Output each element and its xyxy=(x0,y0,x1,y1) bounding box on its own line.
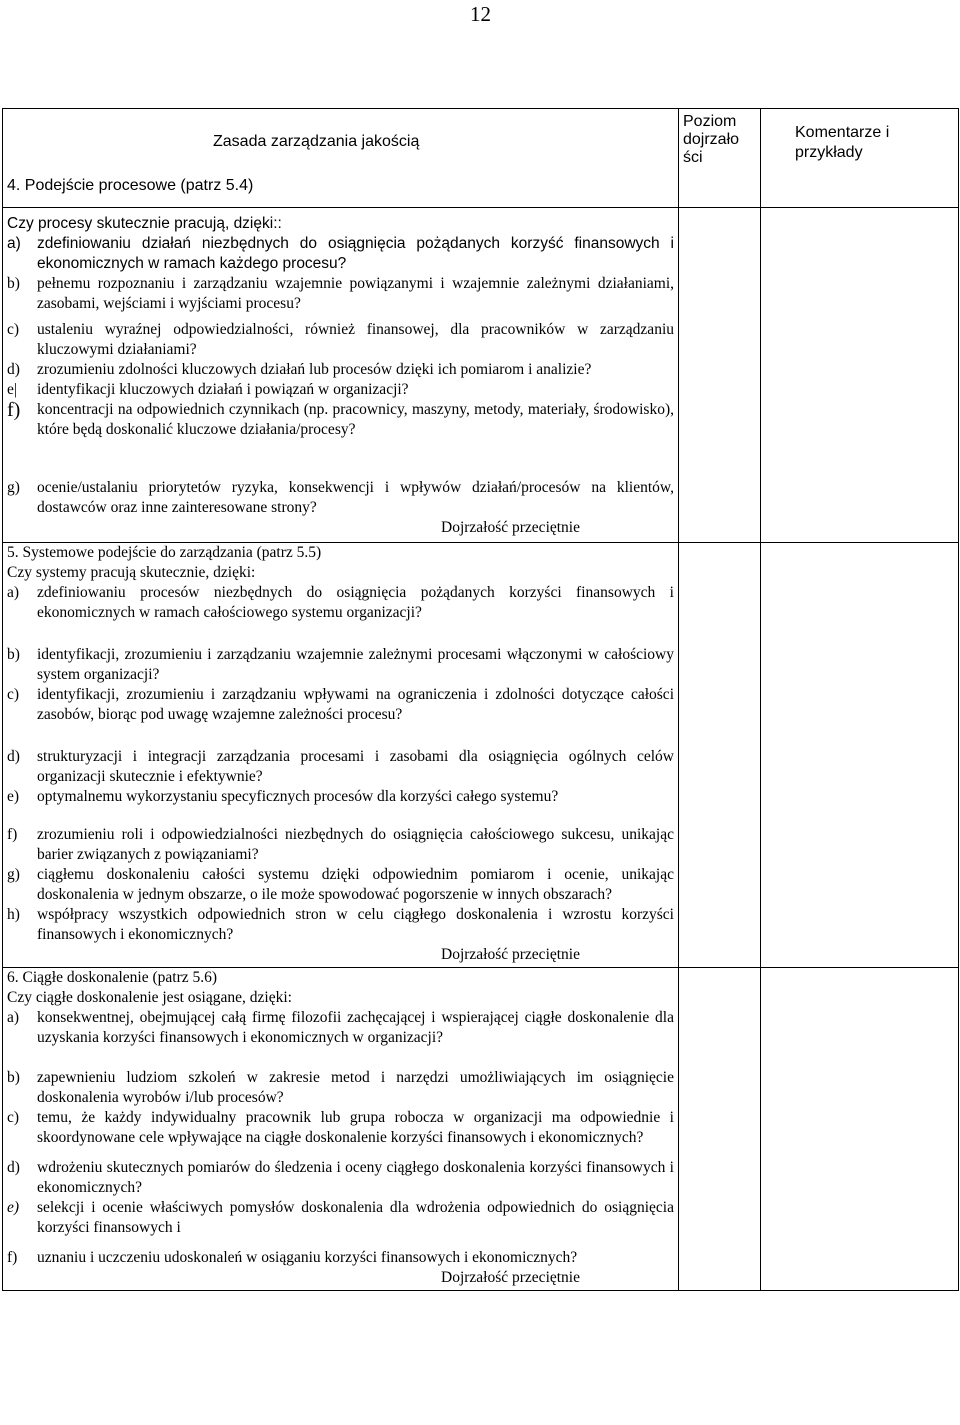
item-label: d) xyxy=(7,748,20,765)
list-item xyxy=(7,1248,674,1268)
item-text: zrozumieniu zdolności kluczowych działań lub procesów dzięki ich pomiarom i analizie? xyxy=(37,361,592,378)
item-text: ustaleniu wyraźnej odpowiedzialności, również finansowej, dla pracowników w zarządzaniu kluczowymi działaniami? xyxy=(37,321,674,358)
item-text: współpracy wszystkich odpowiednich stron w celu ciągłego doskonalenia i wzrostu korzyści finansowych i ekonomicznych? xyxy=(37,906,674,943)
section5-row xyxy=(3,543,959,968)
list-item xyxy=(7,787,674,807)
item-label: a) xyxy=(7,235,21,252)
item-label: a) xyxy=(7,584,20,601)
item-label: a) xyxy=(7,1009,20,1026)
item-text: zapewnieniu ludziom szkoleń w zakresie metod i narzędzi umożliwiających im osiągnięcie doskonalenia wyrobów i/lub procesów? xyxy=(37,1069,674,1106)
item-label: c) xyxy=(7,686,20,703)
item-label: b) xyxy=(7,1069,20,1086)
item-text: temu, że każdy indywidualny pracownik lub grupa robocza w organizacji ma odpowiednie i skoordynowane cele wpływające na ciągłe doskonalenie korzyści finansowych i ekonomicznych? xyxy=(37,1109,674,1146)
item-label: d) xyxy=(7,361,20,378)
item-label: g) xyxy=(7,479,20,496)
section6-question: Czy ciągłe doskonalenie jest osiągane, dzięki: xyxy=(7,989,292,1006)
list-item xyxy=(7,1008,674,1048)
section4-level-cell[interactable] xyxy=(679,208,761,543)
section4-comments-cell[interactable] xyxy=(761,208,959,543)
item-label: b) xyxy=(7,275,20,292)
item-text: ocenie/ustalaniu priorytetów ryzyka, konsekwencji i wpływów działań/procesów na klientów, dostawców oraz inne zainteresowane strony? xyxy=(37,479,674,516)
section4-summary: Dojrzałość przeciętnie xyxy=(441,519,580,536)
section5-comments-cell[interactable] xyxy=(761,543,959,968)
list-item xyxy=(7,865,674,905)
item-text: wdrożeniu skutecznych pomiarów do śledzenia i oceny ciągłego doskonalenia korzyści finansowych i ekonomicznych? xyxy=(37,1159,674,1196)
section4-row xyxy=(3,208,959,543)
list-item xyxy=(7,380,674,400)
list-item xyxy=(7,360,674,380)
principle-title: Zasada zarządzania jakością xyxy=(213,133,420,150)
section6-level-cell[interactable] xyxy=(679,968,761,1291)
item-text: ciągłemu doskonaleniu całości systemu dzięki odpowiednim pomiarom i ocenie, unikając doskonalenia w jednym obszarze, o ile może spowodować pogorszenie w innych obszarach? xyxy=(37,866,674,903)
item-label: g) xyxy=(7,866,20,883)
item-text: identyfikacji kluczowych działań i powiązań w organizacji? xyxy=(37,381,409,398)
section5-level-cell[interactable] xyxy=(679,543,761,968)
list-item xyxy=(7,1158,674,1198)
item-text: identyfikacji, zrozumieniu i zarządzaniu wzajemnie zależnymi procesami włączonymi w całościowy system organizacji? xyxy=(37,646,674,683)
item-label: e| xyxy=(7,381,17,398)
item-label: h) xyxy=(7,906,20,923)
item-label: c) xyxy=(7,321,20,338)
item-text: identyfikacji, zrozumieniu i zarządzaniu wpływami na ograniczenia i zdolności dotyczące całości zasobów, biorąc pod uwagę wzajemne zależności procesu? xyxy=(37,686,674,723)
item-label: f) xyxy=(7,1249,18,1266)
list-item xyxy=(7,1108,674,1148)
list-item xyxy=(7,1198,674,1238)
item-label: c) xyxy=(7,1109,20,1126)
section5-title: 5. Systemowe podejście do zarządzania (patrz 5.5) xyxy=(7,544,322,561)
item-text: zdefiniowaniu procesów niezbędnych do osiągnięcia pożądanych korzyści finansowych i ekonomicznych w ramach całościowego systemu organizacji? xyxy=(37,584,674,621)
list-item xyxy=(7,583,674,623)
list-item xyxy=(7,825,674,865)
comments-column-header: Komentarze i przykłady xyxy=(761,109,959,208)
section5-content xyxy=(3,543,679,968)
section6-summary: Dojrzałość przeciętnie xyxy=(441,1269,580,1286)
item-label: f) xyxy=(7,826,18,843)
list-item xyxy=(7,747,674,787)
level-column-header: Poziom dojrzało ści xyxy=(679,109,761,208)
section6-row xyxy=(3,968,959,1291)
section5-question: Czy systemy pracują skutecznie, dzięki: xyxy=(7,564,256,581)
item-label: b) xyxy=(7,646,20,663)
item-label: e) xyxy=(7,1199,20,1216)
item-label: d) xyxy=(7,1159,20,1176)
item-text: strukturyzacji i integracji zarządzania procesami i zasobami dla osiągnięcia ogólnych celów organizacji skutecznie i efektywnie? xyxy=(37,748,674,785)
header-row xyxy=(3,109,959,208)
list-item xyxy=(7,320,674,360)
item-text: zrozumieniu roli i odpowiedzialności niezbędnych do osiągnięcia całościowego sukcesu, unikając barier związanych z powiązaniami? xyxy=(37,826,674,863)
list-item xyxy=(7,905,674,945)
section6-title: 6. Ciągłe doskonalenie (patrz 5.6) xyxy=(7,969,218,986)
header-main-cell xyxy=(3,109,679,208)
maturity-assessment-table xyxy=(2,108,959,1291)
item-text: pełnemu rozpoznaniu i zarządzaniu wzajemnie powiązanymi i wzajemnie zależnymi działaniami, zasobami, wejściami i wyjściami procesu? xyxy=(37,275,674,312)
list-item xyxy=(7,645,674,685)
item-label: e) xyxy=(7,788,20,805)
item-text: selekcji i ocenie właściwych pomysłów doskonalenia dla wdrożenia odpowiednich do osiągnięcia korzyści finansowych i xyxy=(37,1199,674,1236)
section4-question: Czy procesy skutecznie pracują, dzięki:: xyxy=(7,215,282,232)
item-label: f) xyxy=(7,399,21,421)
item-text: zdefiniowaniu działań niezbędnych do osiągnięcia pożądanych korzyść finansowych i ekonomicznych w ramach każdego procesu? xyxy=(37,235,674,272)
list-item xyxy=(7,1068,674,1108)
list-item xyxy=(7,274,674,314)
section-title: 4. Podejście procesowe (patrz 5.4) xyxy=(7,177,254,194)
list-item xyxy=(7,685,674,725)
section6-content xyxy=(3,968,679,1291)
item-text: optymalnemu wykorzystaniu specyficznych procesów dla korzyści całego systemu? xyxy=(37,788,559,805)
section6-comments-cell[interactable] xyxy=(761,968,959,1291)
list-item xyxy=(7,478,674,518)
item-text: konsekwentnej, obejmującej całą firmę filozofii zachęcającej i wspierającej ciągłe doskonalenie dla uzyskania korzyści finansowych i ekonomicznych w organizacji? xyxy=(37,1009,674,1046)
item-text: koncentracji na odpowiednich czynnikach (np. pracownicy, maszyny, metody, materiały, środowisko), które będą doskonalić kluczowe działania/procesy? xyxy=(37,401,674,438)
item-text: uznaniu i uczczeniu udoskonaleń w osiąganiu korzyści finansowych i ekonomicznych? xyxy=(37,1249,578,1266)
list-item xyxy=(7,400,674,440)
page-number: 12 xyxy=(470,2,491,26)
list-item xyxy=(7,234,674,274)
section5-summary: Dojrzałość przeciętnie xyxy=(441,946,580,963)
section4-content xyxy=(3,208,679,543)
